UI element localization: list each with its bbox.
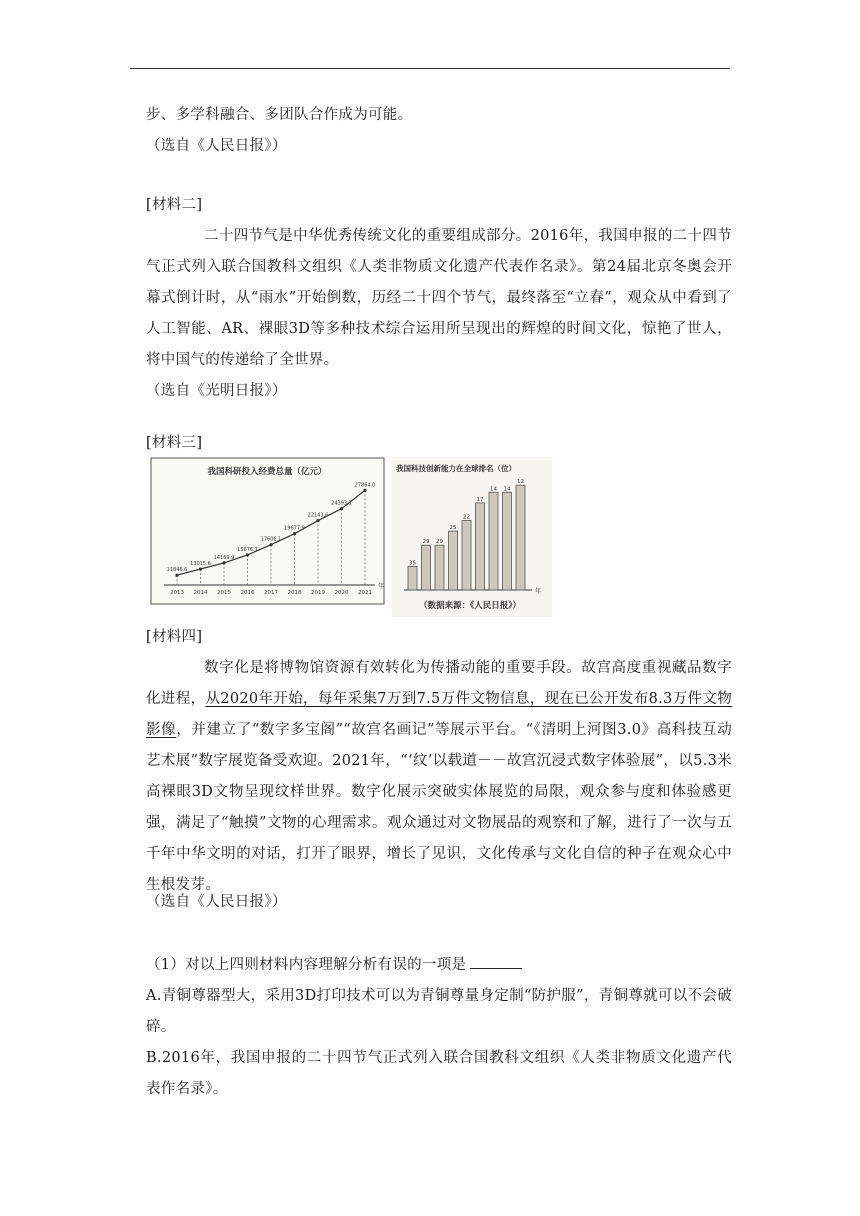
material-four-text-start: 数字化是将博物馆资源有效转化为传播动能的重要手段。故宫高度重视藏品数字化进程，	[146, 660, 732, 707]
material-one-tail: 步、多学科融合、多团队合作成为可能。	[146, 107, 413, 123]
ranking-value-label-2020: 14	[503, 486, 511, 493]
funding-x-tick-2021: 2021	[358, 590, 372, 596]
funding-x-tick-2015: 2015	[217, 590, 231, 596]
research-funding-chart-title: 我国科研投入经费总量（亿元）	[207, 467, 327, 477]
option-b[interactable]: B.2016年，我国申报的二十四节气正式列入联合国教科文组织《人类非物质文化遗产代表作名录》。	[146, 1050, 732, 1097]
answer-blank[interactable]	[470, 954, 522, 969]
ranking-value-label-2016: 25	[449, 525, 457, 532]
ranking-bar-2020	[503, 492, 512, 590]
ranking-value-label-2014: 29	[422, 539, 430, 546]
funding-value-label-2014: 13015.6	[190, 561, 211, 568]
material-four-text-end: ，并建立了“数字多宝阁”“故宫名画记”等展示平台。“《清明上河图3.0》高科技互动艺术展”数字展览备受欢迎。2021年，“‘纹’以载道－－故宫沉浸式数字体验展”，以5.3米高裸眼3D文物呈现纹样世界。数字化展示突破实体展览的局限，观众参与度和体验感更强，满足了“触摸”文物的心理需求。观众通过对文物展品的观察和了解，进行了一次与五千年中华文明的对话，打开了眼界，增长了见识，文化传承与文化自信的种子在观众心中生根发芽。	[146, 722, 733, 893]
material-one-source: （选自《人民日报》）	[146, 138, 287, 154]
material-two-body: 二十四节气是中华优秀传统文化的重要组成部分。2016年，我国申报的二十四节气正式列入联合国教科文组织《人类非物质文化遗产代表作名录》。第24届北京冬奥会开幕式倒计时，从“雨水”开始倒数，历经二十四个节气，最终落至“立春”，观众从中看到了人工智能、AR、裸眼3D等多种技术综合运用所呈现出的辉煌的时间文化，惊艳了世人，将中国气的传递给了全世界。	[146, 228, 732, 368]
funding-point-2019	[316, 519, 319, 522]
innovation-ranking-chart-title: 我国科技创新能力在全球排名（位）	[396, 464, 516, 473]
innovation-ranking-x-unit: 年	[535, 588, 542, 595]
innovation-ranking-chart-frame	[392, 457, 552, 617]
funding-x-tick-2014: 2014	[193, 590, 208, 596]
funding-point-2015	[222, 561, 225, 564]
material-four-body	[146, 653, 732, 901]
ranking-bar-2013	[408, 566, 417, 590]
funding-x-tick-2013: 2013	[170, 590, 184, 596]
funding-x-tick-2016: 2016	[240, 590, 255, 596]
funding-point-2013	[175, 574, 178, 577]
ranking-bar-2016	[449, 531, 458, 590]
funding-x-tick-2020: 2020	[334, 590, 349, 596]
funding-point-2014	[199, 567, 202, 570]
research-funding-x-unit: 年	[378, 583, 385, 590]
funding-point-2018	[293, 532, 296, 535]
ranking-value-label-2013: 35	[409, 560, 416, 567]
ranking-value-label-2017: 22	[463, 514, 470, 521]
ranking-value-label-2018: 17	[476, 496, 484, 503]
funding-value-label-2018: 19677.9	[284, 525, 305, 532]
ranking-value-label-2021: 12	[517, 479, 524, 486]
funding-value-label-2020: 24393.1	[331, 500, 352, 507]
innovation-ranking-chart	[392, 457, 552, 617]
funding-value-label-2015: 14169.9	[213, 554, 235, 561]
funding-value-label-2016: 15676.7	[237, 546, 258, 553]
header-rule	[130, 68, 730, 69]
material-two-source: （选自《光明日报》）	[146, 383, 287, 399]
innovation-ranking-source-note: （数据来源：《人民日报》）	[418, 601, 522, 611]
research-funding-chart-frame	[151, 458, 384, 604]
funding-x-tick-2017: 2017	[264, 590, 278, 596]
ranking-bar-2015	[435, 545, 444, 590]
ranking-bar-2014	[422, 545, 431, 590]
funding-x-tick-2019: 2019	[311, 590, 325, 596]
option-a[interactable]: A.青铜尊器型大，采用3D打印技术可以为青铜尊量身定制“防护服”，青铜尊就可以不会破碎。	[146, 988, 732, 1035]
ranking-bar-2017	[462, 520, 471, 590]
ranking-bar-2021	[516, 485, 525, 590]
funding-value-label-2019: 22143.6	[307, 512, 329, 519]
funding-point-2017	[269, 543, 272, 546]
funding-value-label-2013: 11846.6	[166, 567, 188, 574]
funding-x-tick-2018: 2018	[287, 590, 302, 596]
material-three-heading: [材料三]	[146, 435, 203, 451]
material-two-heading: [材料二]	[146, 197, 203, 213]
ranking-value-label-2015: 29	[436, 539, 443, 546]
research-funding-chart	[150, 457, 385, 605]
funding-value-label-2017: 17606.1	[260, 536, 282, 543]
material-four-heading: [材料四]	[146, 629, 203, 645]
question-stem	[146, 950, 732, 981]
funding-point-2021	[363, 489, 366, 492]
funding-point-2020	[340, 507, 343, 510]
material-four-underlined-text: 从2020年开始，每年采集7万到7.5万件文物信息，现在已公开发布8.3万件文物影像	[146, 691, 733, 738]
ranking-bar-2018	[476, 503, 485, 590]
funding-point-2016	[246, 553, 249, 556]
question-stem-text: （1）对以上四则材料内容理解分析有误的一项是	[146, 957, 467, 973]
funding-value-label-2021: 27864.0	[354, 482, 376, 489]
material-four-source: （选自《人民日报》）	[146, 894, 287, 910]
ranking-bar-2019	[489, 492, 498, 590]
ranking-value-label-2019: 14	[490, 486, 497, 493]
